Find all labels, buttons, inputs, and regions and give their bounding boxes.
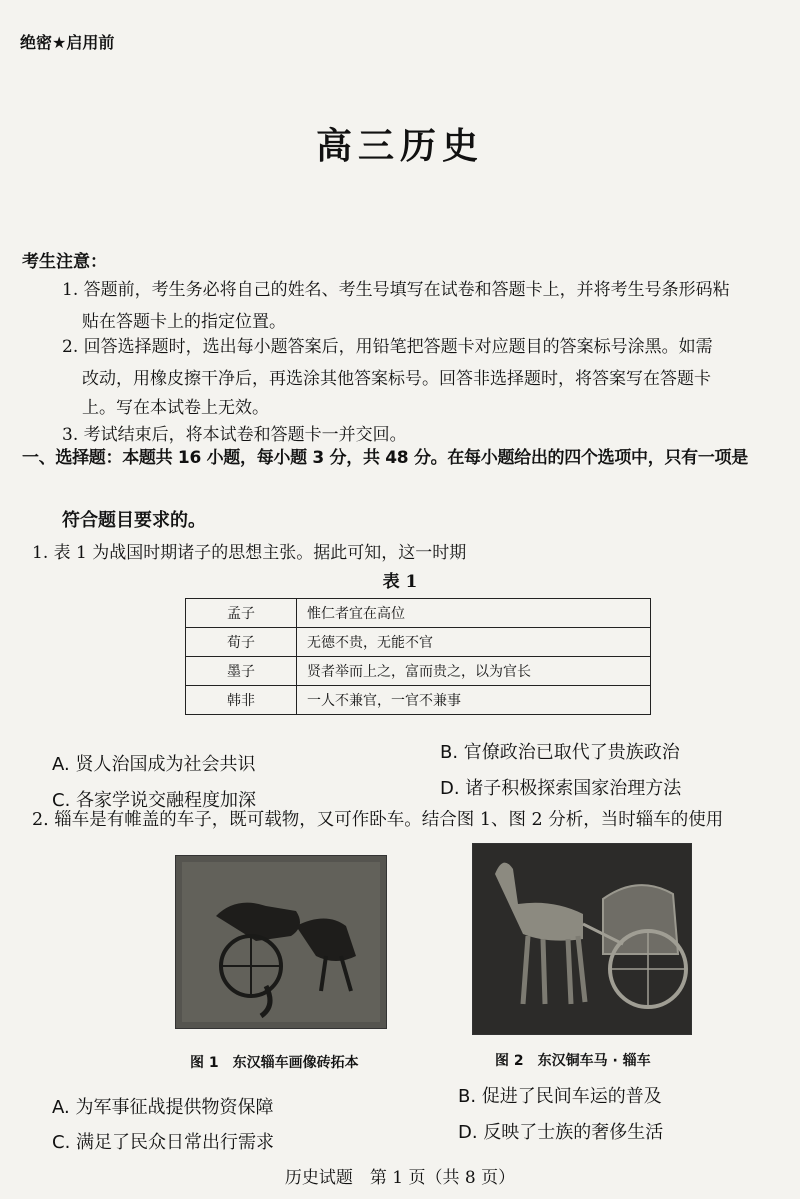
bronze-chariot-illustration	[473, 844, 691, 1034]
figure-2-bronze-chariot-image	[472, 843, 692, 1035]
q2-option-c: C. 满足了民众日常出行需求	[52, 1132, 275, 1153]
table-cell-content: 惟仁者宜在高位	[297, 599, 651, 628]
notice-line: 2. 回答选择题时，选出每小题答案后，用铅笔把答题卡对应题目的答案标号涂黑。如需	[62, 337, 713, 357]
table-cell-content: 贤者举而上之，富而贵之，以为官长	[297, 657, 651, 686]
notice-line: 3. 考试结束后，将本试卷和答题卡一并交回。	[62, 425, 407, 445]
notice-line: 1. 答题前，考生务必将自己的姓名、考生号填写在试卷和答题卡上，并将考生号条形码粘	[62, 280, 730, 300]
section-heading: 一、选择题：本题共 16 小题，每小题 3 分，共 48 分。在每小题给出的四个选项中，只有一项是	[22, 448, 748, 468]
section-heading-cont: 符合题目要求的。	[62, 510, 206, 531]
table-cell-name: 孟子	[186, 599, 297, 628]
q1-stem: 1. 表 1 为战国时期诸子的思想主张。据此可知，这一时期	[32, 543, 467, 563]
notice-line: 贴在答题卡上的指定位置。	[82, 312, 286, 332]
q2-option-a: A. 为军事征战提供物资保障	[52, 1097, 274, 1118]
table-row	[186, 628, 651, 657]
table-row	[186, 657, 651, 686]
secret-label: 绝密★启用前	[20, 33, 115, 52]
q1-option-a: A. 贤人治国成为社会共识	[52, 754, 256, 775]
table-cell-name: 荀子	[186, 628, 297, 657]
page-footer: 历史试题 第 1 页（共 8 页）	[284, 1168, 516, 1188]
q2-option-d: D. 反映了士族的奢侈生活	[458, 1122, 664, 1143]
table-cell-name: 墨子	[186, 657, 297, 686]
table-cell-name: 韩非	[186, 686, 297, 715]
q1-option-b: B. 官僚政治已取代了贵族政治	[440, 742, 680, 763]
carriage-rubbing-illustration	[176, 856, 386, 1028]
q1-table	[185, 598, 651, 715]
notice-heading: 考生注意：	[22, 252, 107, 272]
q1-option-c: C. 各家学说交融程度加深	[52, 790, 257, 811]
notice-line: 改动，用橡皮擦干净后，再选涂其他答案标号。回答非选择题时，将答案写在答题卡	[82, 369, 711, 389]
figure-1-rubbing-image	[175, 855, 387, 1029]
table-caption: 表 1	[382, 572, 418, 592]
figure-1-caption: 图 1 东汉辎车画像砖拓本	[190, 1055, 359, 1071]
figure-2-caption: 图 2 东汉铜车马 · 辎车	[495, 1053, 651, 1069]
table-cell-content: 无德不贵，无能不官	[297, 628, 651, 657]
q2-option-b: B. 促进了民间车运的普及	[458, 1086, 662, 1107]
page-title: 高三历史	[315, 126, 484, 167]
q1-option-d: D. 诸子积极探索国家治理方法	[440, 778, 682, 799]
notice-line: 上。写在本试卷上无效。	[82, 398, 269, 418]
q2-stem: 2. 辎车是有帷盖的车子，既可载物，又可作卧车。结合图 1、图 2 分析，当时辎车的使用	[32, 810, 724, 830]
table-row	[186, 599, 651, 628]
table-row	[186, 686, 651, 715]
table-cell-content: 一人不兼官，一官不兼事	[297, 686, 651, 715]
